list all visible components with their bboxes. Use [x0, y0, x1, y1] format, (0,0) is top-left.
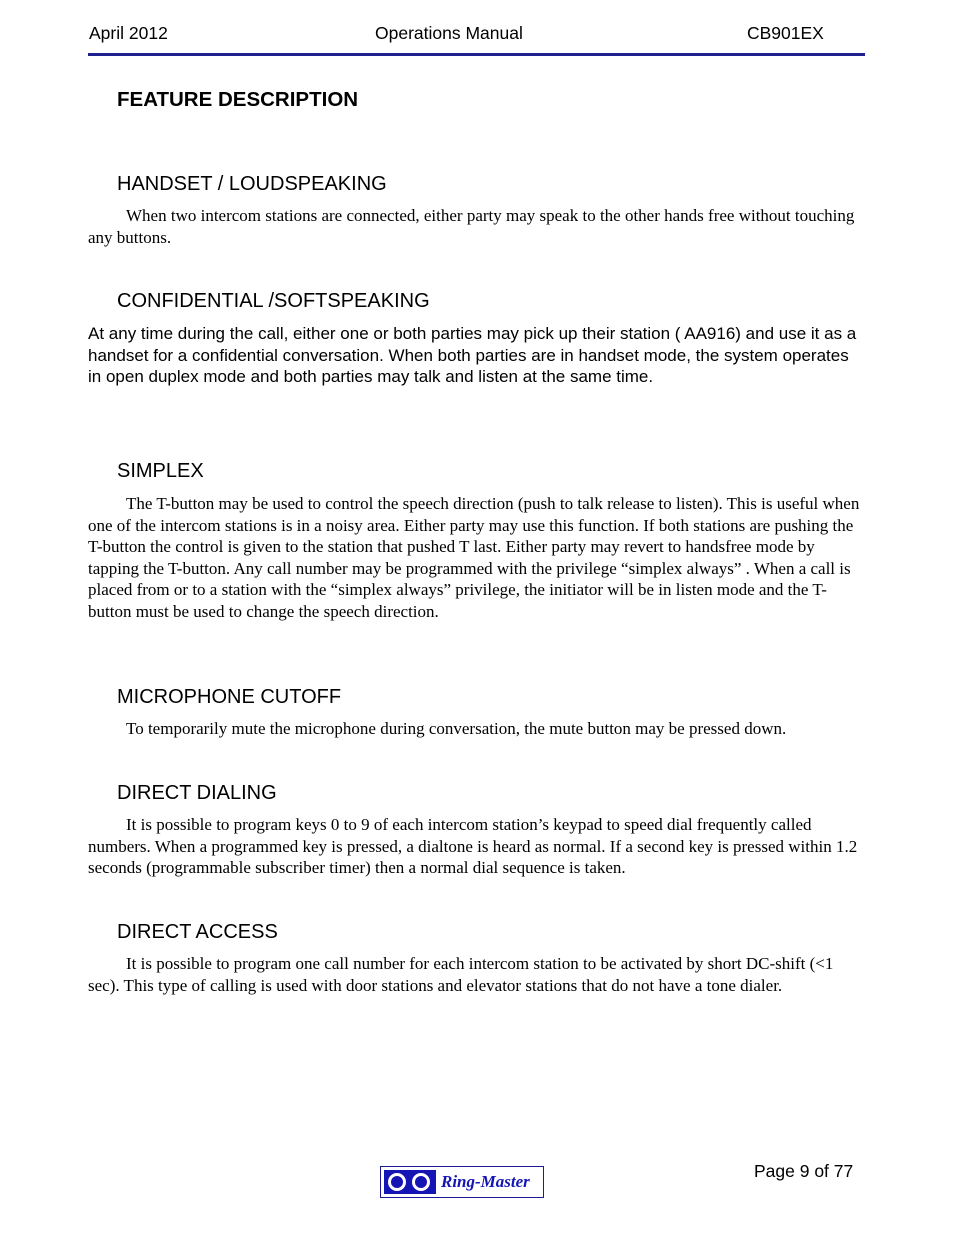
section-heading-confidential: CONFIDENTIAL /SOFTSPEAKING: [117, 290, 430, 312]
ring-master-logo: [380, 1166, 544, 1198]
section-body-direct-access: It is possible to program one call number for each intercom station to be activated by short DC-shift (<1 sec). This type of calling is used with door stations and elevator stations that do not have a tone dialer.: [88, 954, 834, 995]
header-doc-title: Operations Manual: [375, 23, 523, 43]
page-number: Page 9 of 77: [754, 1161, 854, 1181]
section-body-handset: When two intercom stations are connected, either party may speak to the other hands free without touching any buttons.: [88, 206, 855, 247]
section-body-microphone: To temporarily mute the microphone during conversation, the mute button may be pressed down.: [126, 719, 787, 738]
section-heading-microphone: MICROPHONE CUTOFF: [117, 686, 342, 708]
section-body-confidential: At any time during the call, either one or both parties may pick up their station ( AA916) and use it as a handset for a confidential conversation. When both parties are in handset mode, the system operates in open duplex mode and both parties may talk and listen at the same time.: [88, 324, 857, 386]
logo-text: Ring-Master: [441, 1172, 530, 1191]
section-body-simplex: The T-button may be used to control the speech direction (push to talk release to listen). This is useful when one of the intercom stations is in a noisy area. Either party may use this function. If both stations are pushing the T-button the control is given to the station that pushed T last. Either party may revert to handsfree mode by tapping the T-button. Any call number may be programmed with the privilege “simplex always” . When a call is placed from or to a station with the “simplex always” privilege, the initiator will be in listen mode and the T-button must be used to change the speech direction.: [88, 494, 860, 621]
section-heading-handset: HANDSET / LOUDSPEAKING: [117, 173, 387, 195]
section-heading-simplex: SIMPLEX: [117, 460, 204, 482]
header-model: CB901EX: [747, 23, 824, 43]
header-rule: [88, 53, 865, 56]
header-date: April 2012: [89, 23, 168, 43]
page-title: FEATURE DESCRIPTION: [117, 88, 359, 111]
section-body-direct-dialing: It is possible to program keys 0 to 9 of each intercom station’s keypad to speed dial frequently called numbers. When a programmed key is pressed, a dialtone is heard as normal. If a second key is pressed within 1.2 seconds (programmable subscriber timer) then a normal dial sequence is taken.: [88, 815, 858, 877]
section-heading-direct-access: DIRECT ACCESS: [117, 921, 278, 943]
logo-rings-icon: [384, 1170, 436, 1194]
section-heading-direct-dialing: DIRECT DIALING: [117, 782, 277, 804]
